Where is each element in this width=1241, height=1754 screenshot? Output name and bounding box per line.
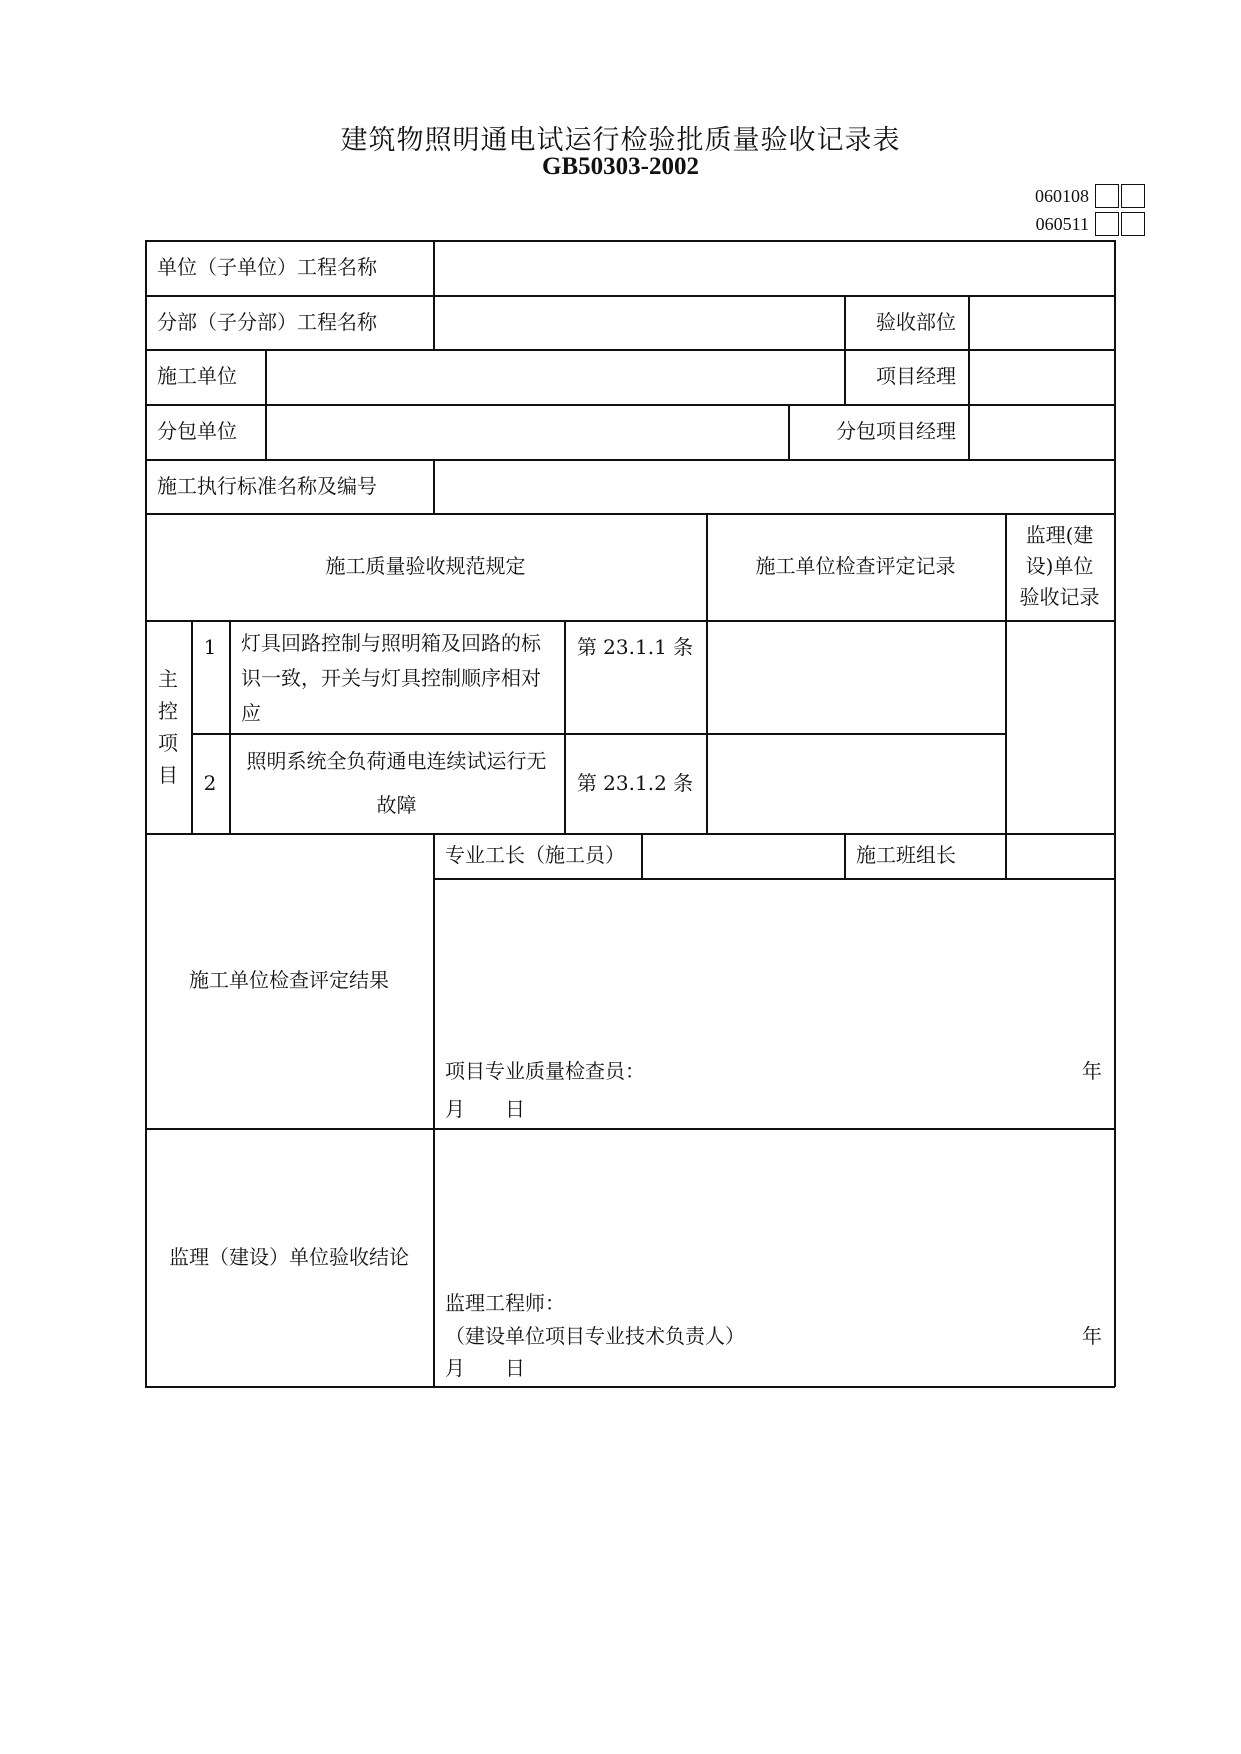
- team-leader-label: 施工班组长: [856, 843, 956, 867]
- subcontract-manager-value[interactable]: [968, 404, 1114, 459]
- owner-label: （建设单位项目专业技术负责人）: [445, 1323, 745, 1348]
- code-box[interactable]: [1095, 212, 1119, 236]
- code-row: [1035, 183, 1145, 209]
- year-label: 年: [1082, 1058, 1102, 1083]
- code-box[interactable]: [1121, 184, 1145, 208]
- acceptance-part-value[interactable]: [968, 295, 1114, 349]
- conclusion-value[interactable]: [433, 1128, 1114, 1288]
- item-requirement: 照明系统全负荷通电连续试运行无故障: [246, 749, 547, 817]
- foreman-value[interactable]: [641, 833, 844, 878]
- engineer-label: 监理工程师：: [445, 1290, 565, 1315]
- sub-project-label: 分部（子分部）工程名称: [157, 309, 377, 334]
- item-requirement: 灯具回路控制与照明箱及回路的标识一致，开关与灯具控制顺序相对应: [241, 631, 541, 725]
- document-title: 建筑物照明通电试运行检验批质量验收记录表: [340, 125, 901, 156]
- unit-project-label: 单位（子单位）工程名称: [157, 255, 377, 279]
- standard-value[interactable]: [433, 459, 1114, 513]
- year-label: 年: [1082, 1323, 1102, 1348]
- main-control-group-label: 主控项目: [158, 666, 178, 787]
- table-border: [1114, 240, 1116, 1387]
- subcontract-unit-value[interactable]: [265, 404, 788, 459]
- table-border: [145, 1386, 1115, 1388]
- unit-record-column-header: 施工单位检查评定记录: [755, 554, 956, 578]
- item-number: 2: [203, 770, 217, 795]
- supervision-record-column-header: 监理(建设)单位验收记录: [1019, 523, 1100, 609]
- foreman-label: 专业工长（施工员）: [445, 843, 625, 867]
- month-day-label: 月 日: [445, 1355, 525, 1380]
- code-box[interactable]: [1121, 212, 1145, 236]
- standard-number: GB50303-2002: [542, 153, 699, 180]
- code-box[interactable]: [1095, 184, 1119, 208]
- construction-unit-value[interactable]: [265, 349, 844, 404]
- acceptance-part-label: 验收部位: [876, 309, 956, 334]
- code-row: [1036, 211, 1145, 237]
- code-number: 060108: [1035, 185, 1089, 206]
- project-manager-label: 项目经理: [876, 364, 956, 388]
- item-clause: 第 23.1.1 条: [576, 635, 694, 659]
- month-day-label: 月 日: [445, 1096, 525, 1121]
- project-manager-value[interactable]: [968, 349, 1114, 404]
- unit-result-value[interactable]: [433, 878, 1114, 1053]
- subcontract-manager-label: 分包项目经理: [836, 419, 956, 443]
- unit-result-label: 施工单位检查评定结果: [189, 968, 389, 992]
- construction-unit-label: 施工单位: [157, 364, 237, 388]
- supervision-record-value[interactable]: [1005, 620, 1114, 833]
- sub-project-value[interactable]: [433, 295, 844, 349]
- standard-label: 施工执行标准名称及编号: [157, 473, 377, 498]
- team-leader-value[interactable]: [1005, 833, 1114, 878]
- item-unit-record[interactable]: [706, 733, 1005, 833]
- code-number: 060511: [1035, 213, 1089, 234]
- item-clause: 第 23.1.2 条: [576, 770, 694, 795]
- spec-column-header: 施工质量验收规范规定: [325, 554, 526, 578]
- item-unit-record[interactable]: [706, 620, 1005, 733]
- item-number: 1: [203, 635, 217, 659]
- conclusion-label: 监理（建设）单位验收结论: [169, 1244, 409, 1269]
- inspector-label: 项目专业质量检查员：: [445, 1058, 645, 1083]
- subcontract-unit-label: 分包单位: [157, 419, 237, 443]
- unit-project-value[interactable]: [433, 240, 1114, 295]
